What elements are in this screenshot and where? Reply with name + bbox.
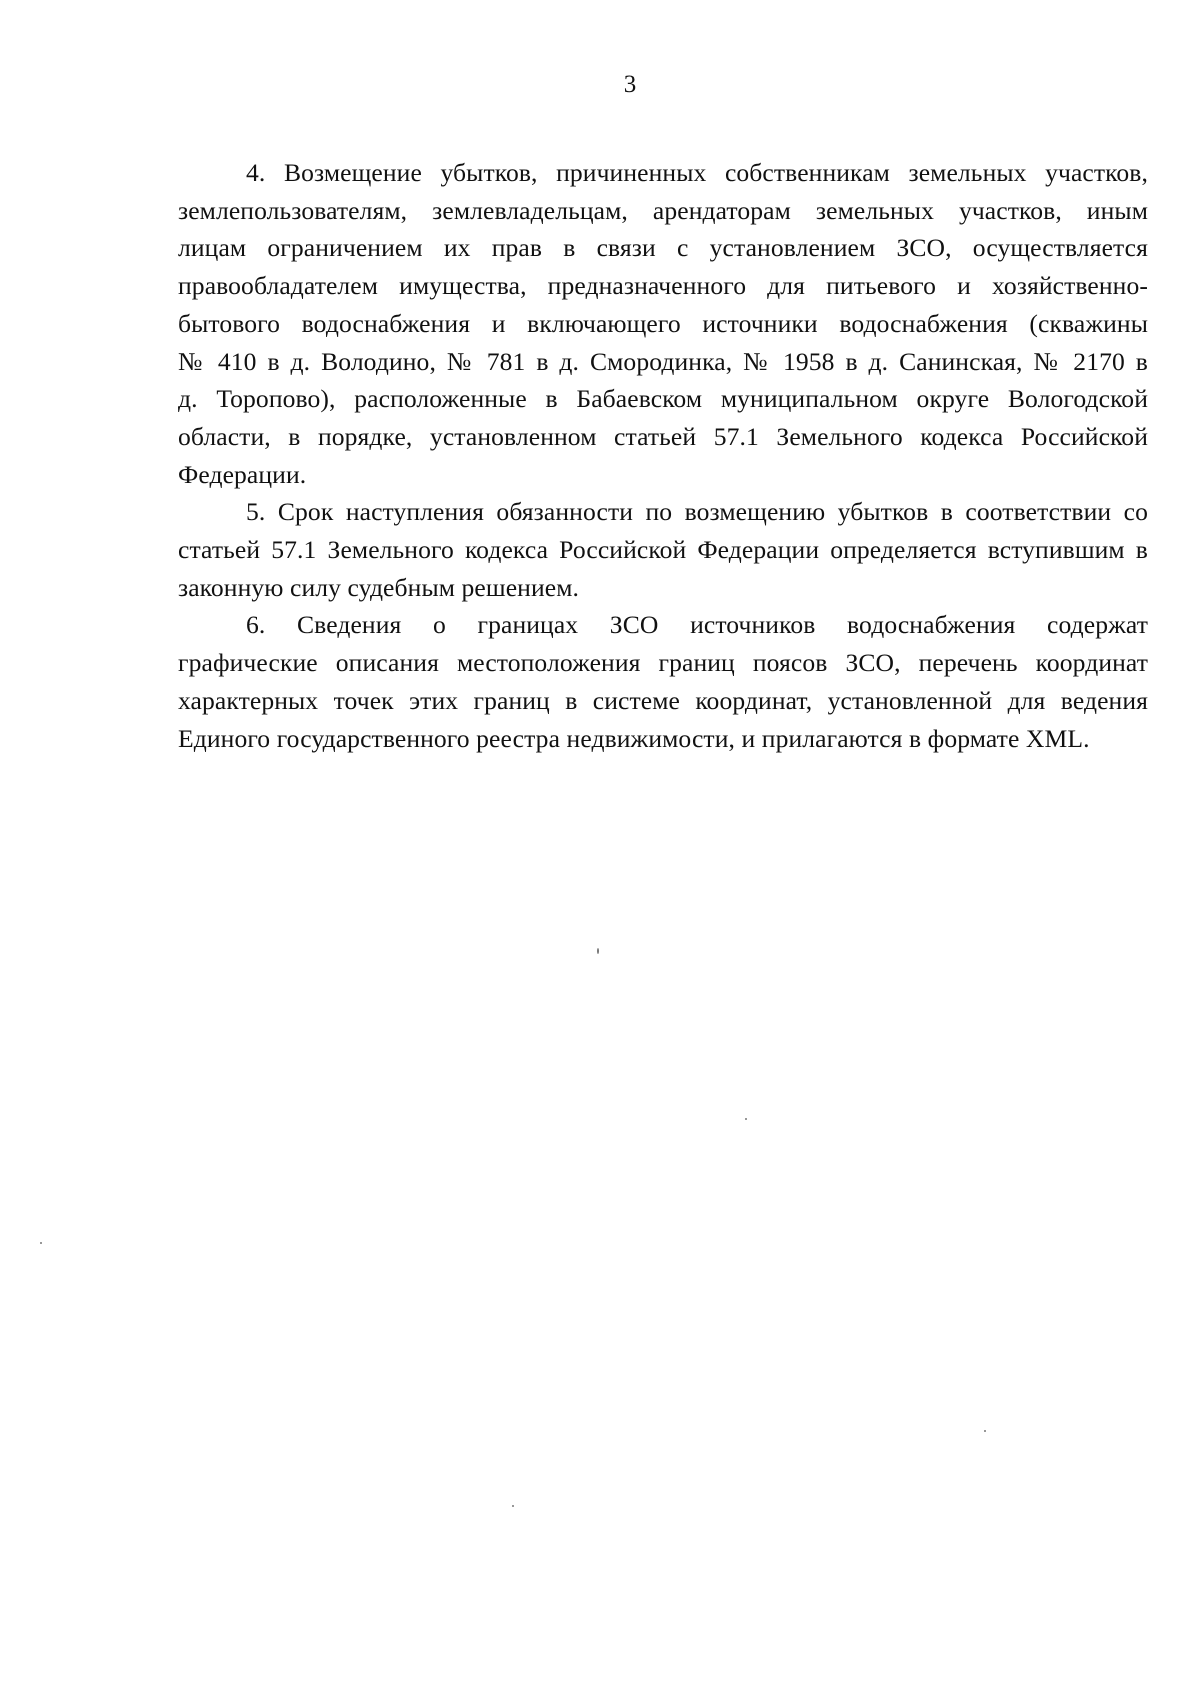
text-line: области, в порядке, установленном статьей 57.1 Земельного кодекса Российской <box>178 421 1148 451</box>
text-line: бытового водоснабжения и включающего источники водоснабжения (скважины <box>178 308 1148 338</box>
text-line: 6. Сведения о границах ЗСО источников водоснабжения содержат <box>246 610 1148 640</box>
text-line: графические описания местоположения границ поясов ЗСО, перечень координат <box>178 648 1148 678</box>
scan-speck <box>984 1430 986 1432</box>
text-line: Единого государственного реестра недвижимости, и прилагаются в формате XML. <box>178 723 1090 753</box>
text-line: лицам ограничением их прав в связи с установлением ЗСО, осуществляется <box>178 233 1148 263</box>
scan-speck <box>40 1242 42 1244</box>
scan-speck <box>745 1118 747 1120</box>
document-body <box>110 154 1148 757</box>
text-line: д. Торопово), расположенные в Бабаевском муниципальном округе Вологодской <box>178 384 1148 414</box>
page-number: 3 <box>623 71 637 98</box>
text-line: № 410 в д. Володино, № 781 в д. Смородинка, № 1958 в д. Санинская, № 2170 в <box>178 346 1148 376</box>
text-line: 4. Возмещение убытков, причиненных собственникам земельных участков, <box>246 158 1148 187</box>
text-line: 5. Срок наступления обязанности по возмещению убытков в соответствии со <box>246 497 1148 527</box>
text-line: законную силу судебным решением. <box>178 572 580 602</box>
scan-speck <box>512 1505 514 1507</box>
text-line: правообладателем имущества, предназначенного для питьевого и хозяйственно- <box>178 271 1148 301</box>
text-line: Федерации. <box>178 459 307 489</box>
text-line: характерных точек этих границ в системе координат, установленной для ведения <box>178 685 1148 715</box>
paragraph-6 <box>110 606 1148 757</box>
paragraph-5 <box>110 493 1148 606</box>
text-line: землепользователям, землевладельцам, арендаторам земельных участков, иным <box>178 195 1148 225</box>
scan-speck <box>597 948 599 954</box>
paragraph-4 <box>110 154 1148 493</box>
text-line: статьей 57.1 Земельного кодекса Российской Федерации определяется вступившим в <box>178 535 1148 565</box>
